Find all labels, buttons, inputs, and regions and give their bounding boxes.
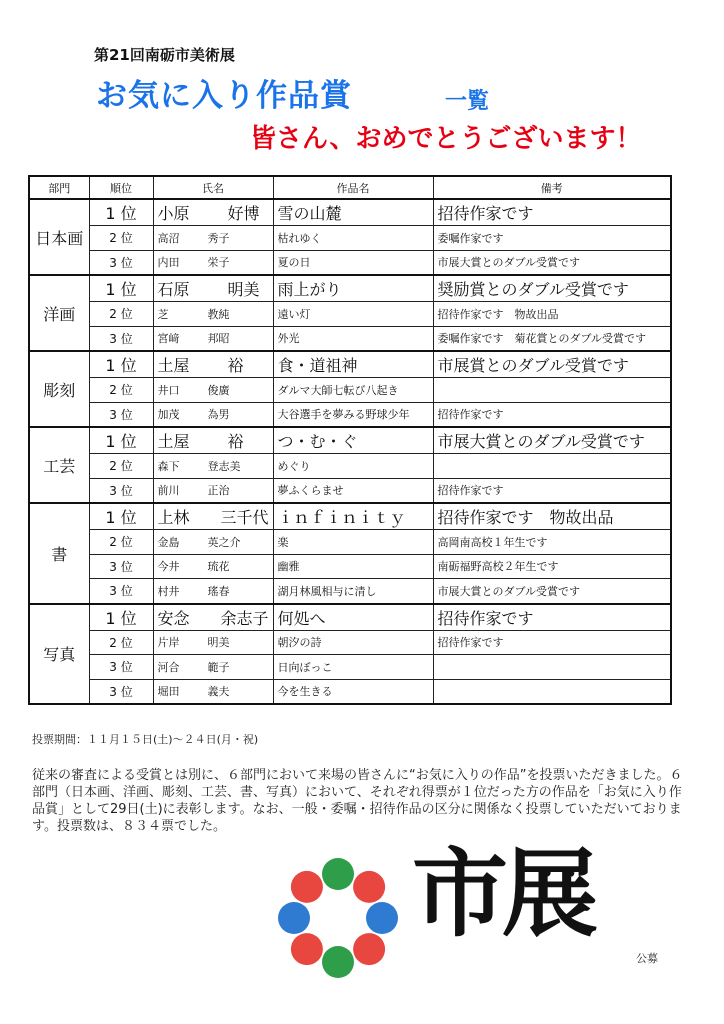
rank-cell: 1 位: [89, 199, 153, 226]
given-name: 義夫: [207, 685, 230, 699]
note-cell: 市展大賞とのダブル受賞です: [433, 579, 671, 604]
name-cell: [153, 326, 273, 351]
table-row: [29, 679, 671, 704]
work-title-cell: 大谷選手を夢みる野球少年: [273, 402, 433, 427]
rank-cell: 2 位: [89, 630, 153, 655]
logo-subtext: 公募: [636, 952, 658, 965]
rank-cell: 2 位: [89, 302, 153, 327]
work-title-cell: 遠い灯: [273, 302, 433, 327]
note-cell: 招待作家です 物故出品: [433, 302, 671, 327]
surname: 土屋: [157, 356, 190, 375]
surname: 土屋: [157, 432, 190, 451]
table-row: [29, 351, 671, 378]
given-name: 瑤春: [207, 584, 230, 598]
name-cell: [153, 604, 273, 631]
dept-cell: 彫刻: [29, 351, 89, 427]
table-row: [29, 530, 671, 555]
logo-dot: [322, 858, 354, 890]
surname: 森下: [157, 459, 180, 473]
surname: 井口: [157, 383, 180, 397]
table-row: [29, 655, 671, 680]
given-name: 裕: [227, 432, 244, 451]
rank-cell: 3 位: [89, 402, 153, 427]
surname: 石原: [157, 280, 190, 299]
given-name: 俊廣: [207, 383, 230, 397]
work-title-cell: 夏の日: [273, 250, 433, 275]
work-title-cell: 外光: [273, 326, 433, 351]
table-row: [29, 503, 671, 530]
surname: 宮﨑: [157, 332, 180, 346]
note-cell: 市展大賞とのダブル受賞です: [433, 250, 671, 275]
note-cell: 委嘱作家です 菊花賞とのダブル受賞です: [433, 326, 671, 351]
rank-cell: 3 位: [89, 579, 153, 604]
name-cell: [153, 402, 273, 427]
logo-dot: [291, 871, 323, 903]
given-name: 為男: [207, 408, 230, 422]
rank-cell: 2 位: [89, 226, 153, 251]
rank-cell: 2 位: [89, 378, 153, 403]
note-cell: 南砺福野高校２年生です: [433, 554, 671, 579]
name-cell: [153, 478, 273, 503]
surname: 安念: [157, 608, 190, 628]
table-row: [29, 454, 671, 479]
table-row: [29, 478, 671, 503]
page-title-suffix: 一覧: [445, 89, 490, 114]
note-cell: 高岡南高校１年生です: [433, 530, 671, 555]
column-header-name: 氏名: [153, 176, 273, 199]
table-row: [29, 250, 671, 275]
congratulations-message: 皆さん、おめでとうございます！: [250, 124, 642, 154]
dept-cell: 洋画: [29, 275, 89, 351]
work-title-cell: 雪の山麓: [273, 199, 433, 226]
logo-text: 市展: [412, 838, 592, 950]
dept-cell: 工芸: [29, 427, 89, 503]
name-cell: [153, 503, 273, 530]
page-title: お気に入り作品賞: [96, 78, 352, 114]
rank-cell: 2 位: [89, 454, 153, 479]
rank-cell: 1 位: [89, 351, 153, 378]
dept-cell: 日本画: [29, 199, 89, 275]
work-title-cell: 楽: [273, 530, 433, 555]
column-header-rank: 順位: [89, 176, 153, 199]
work-title-cell: 枯れゆく: [273, 226, 433, 251]
note-cell: 招待作家です: [433, 199, 671, 226]
dept-cell: 書: [29, 503, 89, 604]
logo-dot: [353, 933, 385, 965]
work-title-cell: 日向ぼっこ: [273, 655, 433, 680]
rank-cell: 3 位: [89, 250, 153, 275]
column-header-dept: 部門: [29, 176, 89, 199]
surname: 村井: [157, 584, 180, 598]
table-row: [29, 427, 671, 454]
table-row: [29, 275, 671, 302]
table-row: [29, 554, 671, 579]
given-name: 登志美: [207, 459, 241, 473]
name-cell: [153, 454, 273, 479]
name-cell: [153, 351, 273, 378]
given-name: 邦昭: [207, 332, 230, 346]
work-title-cell: つ・む・ぐ: [273, 427, 433, 454]
name-cell: [153, 554, 273, 579]
given-name: 余志子: [220, 608, 269, 628]
dept-cell: 写真: [29, 604, 89, 705]
given-name: 教純: [207, 307, 230, 321]
given-name: 裕: [227, 356, 244, 375]
note-cell: 委嘱作家です: [433, 226, 671, 251]
logo-dot: [291, 933, 323, 965]
work-title-cell: 幽雅: [273, 554, 433, 579]
given-name: 琉花: [207, 560, 230, 574]
name-cell: [153, 630, 273, 655]
table-row: [29, 604, 671, 631]
table-body: [29, 199, 671, 704]
given-name: 明美: [227, 280, 260, 299]
given-name: 栄子: [207, 256, 230, 270]
table-row: [29, 630, 671, 655]
surname: 芝: [157, 307, 169, 321]
table-row: [29, 326, 671, 351]
rank-cell: 1 位: [89, 427, 153, 454]
note-cell: 招待作家です: [433, 604, 671, 631]
rank-cell: 3 位: [89, 679, 153, 704]
note-cell: 市展賞とのダブル受賞です: [433, 351, 671, 378]
rank-cell: 3 位: [89, 478, 153, 503]
column-header-note: 備考: [433, 176, 671, 199]
note-cell: [433, 679, 671, 704]
rank-cell: 2 位: [89, 530, 153, 555]
work-title-cell: 今を生きる: [273, 679, 433, 704]
note-cell: 奨励賞とのダブル受賞です: [433, 275, 671, 302]
name-cell: [153, 302, 273, 327]
logo-dot: [322, 946, 354, 978]
surname: 加茂: [157, 408, 180, 422]
rank-cell: 1 位: [89, 604, 153, 631]
name-cell: [153, 530, 273, 555]
table-row: [29, 402, 671, 427]
logo-dot: [278, 902, 310, 934]
rank-cell: 3 位: [89, 326, 153, 351]
note-cell: [433, 454, 671, 479]
given-name: 明美: [207, 636, 230, 650]
results-table: [28, 175, 672, 705]
work-title-cell: 何処へ: [273, 604, 433, 631]
rank-cell: 3 位: [89, 554, 153, 579]
note-cell: 招待作家です 物故出品: [433, 503, 671, 530]
note-cell: 招待作家です: [433, 630, 671, 655]
surname: 内田: [157, 256, 180, 270]
surname: 小原: [157, 204, 190, 223]
given-name: 好博: [227, 204, 260, 223]
name-cell: [153, 275, 273, 302]
work-title-cell: 食・道祖神: [273, 351, 433, 378]
logo-dot: [366, 902, 398, 934]
given-name: 英之介: [207, 535, 241, 549]
work-title-cell: 夢ふくらませ: [273, 478, 433, 503]
table-row: [29, 302, 671, 327]
logo-dot: [353, 871, 385, 903]
given-name: 範子: [207, 660, 230, 674]
table-row: [29, 579, 671, 604]
surname: 前川: [157, 484, 180, 498]
work-title-cell: ｉｎｆｉｎｉｔｙ: [273, 503, 433, 530]
name-cell: [153, 378, 273, 403]
voting-period: 投票期間：１１月１５日(土)～２４日(月・祝): [32, 733, 259, 746]
column-header-work: 作品名: [273, 176, 433, 199]
surname: 上林: [157, 508, 190, 527]
work-title-cell: ダルマ大師七転び八起き: [273, 378, 433, 403]
work-title-cell: 雨上がり: [273, 275, 433, 302]
work-title-cell: 朝汐の詩: [273, 630, 433, 655]
surname: 河合: [157, 660, 180, 674]
name-cell: [153, 655, 273, 680]
note-cell: [433, 378, 671, 403]
name-cell: [153, 579, 273, 604]
note-cell: 市展大賞とのダブル受賞です: [433, 427, 671, 454]
surname: 片岸: [157, 636, 180, 650]
rank-cell: 3 位: [89, 655, 153, 680]
given-name: 秀子: [207, 231, 230, 245]
surname: 金島: [157, 535, 180, 549]
table-row: [29, 199, 671, 226]
table-row: [29, 378, 671, 403]
note-cell: [433, 655, 671, 680]
rank-cell: 1 位: [89, 275, 153, 302]
note-cell: 招待作家です: [433, 478, 671, 503]
work-title-cell: 湖月林風相与に清し: [273, 579, 433, 604]
surname: 高沼: [157, 231, 180, 245]
table-row: [29, 226, 671, 251]
table-header-row: [29, 176, 671, 199]
given-name: 三千代: [220, 508, 269, 527]
name-cell: [153, 679, 273, 704]
rank-cell: 1 位: [89, 503, 153, 530]
name-cell: [153, 250, 273, 275]
given-name: 正治: [207, 484, 230, 498]
logo-circles: [276, 856, 400, 980]
name-cell: [153, 199, 273, 226]
surname: 堀田: [157, 685, 180, 699]
exhibition-subtitle: 第21回南砺市美術展: [94, 46, 235, 64]
description-text: 従来の審査による受賞とは別に、６部門において来場の皆さんに“お気に入りの作品”を投票いただきました。６部門（日本画、洋画、彫刻、工芸、書、写真）において、それぞれ得票が１位だった方の作品を「お気に入り作品賞」として29日(土)に表彰します。なお、一般・委嘱・招待作品の区分に関係なく投票していただいております。投票数は、８３４票でした。: [32, 768, 683, 834]
work-title-cell: めぐり: [273, 454, 433, 479]
name-cell: [153, 226, 273, 251]
name-cell: [153, 427, 273, 454]
surname: 今井: [157, 560, 180, 574]
note-cell: 招待作家です: [433, 402, 671, 427]
